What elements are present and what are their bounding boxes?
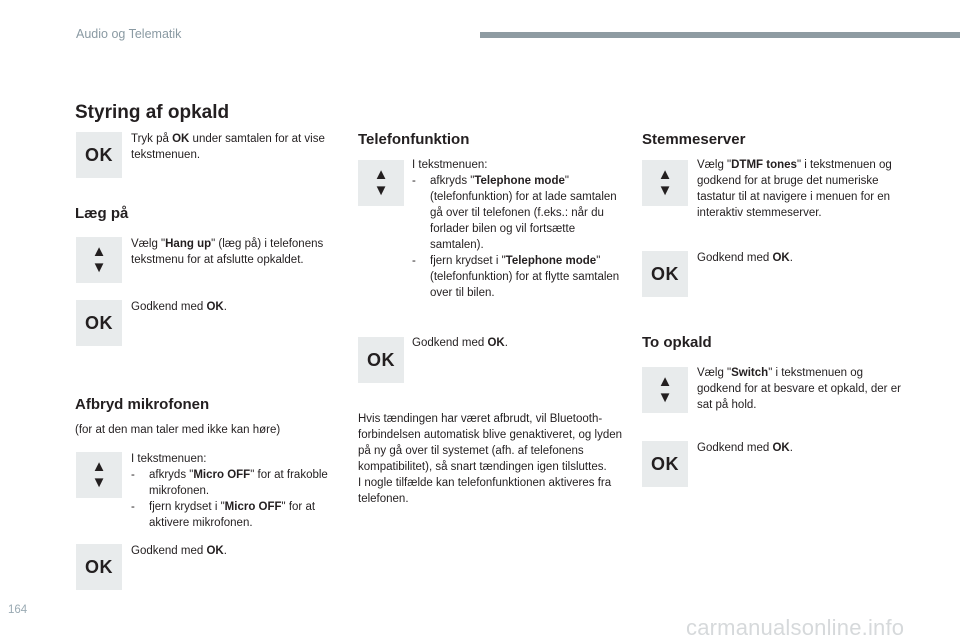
text-bold: Micro OFF [193,469,251,481]
text-part: . [789,442,793,454]
arrow-down-icon: ▼ [373,182,389,199]
ok-key-label: OK [367,349,395,370]
section-heading-mute: Afbryd mikrofonen [75,396,210,413]
arrow-keys-icon [642,160,688,206]
list-dash: - [412,255,416,267]
text-bold: Switch [731,367,769,379]
telephone-mode-instructions [412,157,627,301]
ok-key-icon [76,300,122,346]
text-part: " for at frakoble mikrofonen. [149,469,328,497]
telephone-mode-confirm [412,335,612,351]
ok-key-icon [642,441,688,487]
section-heading-voice-server: Stemmeserver [642,131,746,148]
ok-key-icon [76,132,122,178]
page-title: Styring af opkald [75,102,230,123]
arrow-down-icon: ▼ [657,389,673,406]
text-part: fjern krydset i " [430,255,506,267]
text-part: " (telefonfunktion) for at lade samtalen gå over til telefonen (f.eks.: når du forlader bilen og vil fortsætte samtalen). [430,175,617,251]
intro-text [131,131,331,163]
menu-intro: I tekstmenuen: [412,159,488,171]
ok-key-label: OK [85,556,113,577]
text-part: Vælg " [697,367,732,379]
voice-server-text [697,157,907,221]
text-part: under samtalen for at vise tekstmenuen. [131,133,325,161]
text-bold: Micro OFF [224,501,282,513]
text-bold: OK [487,337,505,349]
reconnect-note [358,411,626,507]
text-part: fjern krydset i " [149,501,225,513]
text-part: . [504,337,508,349]
section-heading-hangup: Læg på [75,205,129,222]
arrow-up-icon: ▲ [657,373,673,390]
arrow-up-icon: ▲ [91,243,107,260]
text-part: afkryds " [149,469,194,481]
text-part: . [223,301,227,313]
page-number: 164 [8,604,28,616]
ok-key-icon [642,251,688,297]
arrow-keys-icon [642,367,688,413]
list-item [412,253,627,301]
text-part: Godkend med [131,545,207,557]
text-bold: Hang up [165,238,212,250]
list-item [131,467,341,499]
hangup-confirm-text [131,299,331,315]
arrow-down-icon: ▼ [657,182,673,199]
ok-key-label: OK [651,263,679,284]
watermark: carmanualsonline.info [686,615,905,640]
ok-key-label: OK [651,453,679,474]
list-dash: - [412,175,416,187]
ok-key-label: OK [85,144,113,165]
section-heading-two-calls: To opkald [642,334,712,351]
arrow-keys-icon [76,237,122,283]
two-calls-confirm [697,440,897,456]
voice-server-confirm [697,250,897,266]
ok-key-icon [358,337,404,383]
text-part: . [223,545,227,557]
list-item [131,499,341,531]
text-part: afkryds " [430,175,475,187]
text-part: " i tekstmenuen og godkend for at besvare et opkald, der er sat på hold. [697,367,901,411]
list-dash: - [131,501,135,513]
mute-confirm-text [131,543,331,559]
text-part: " (læg på) i telefonens tekstmenu for at afslutte opkaldet. [131,238,324,266]
arrow-up-icon: ▲ [657,166,673,183]
text-bold: DTMF tones [731,159,797,171]
header-title: Audio og Telematik [76,27,182,41]
arrow-keys-icon [76,452,122,498]
mute-instructions [131,451,341,531]
list-item [412,173,627,253]
text-part: Vælg " [697,159,732,171]
text-part: Godkend med [697,252,773,264]
list-dash: - [131,469,135,481]
ok-key-icon [76,544,122,590]
text-part: " i tekstmenuen og godkend for at bruge det numeriske tastatur til at navigere i menuen for en interaktiv stemmeserver. [697,159,892,219]
text-bold: OK [206,301,224,313]
arrow-down-icon: ▼ [91,474,107,491]
hangup-text [131,236,341,268]
text-bold: Telephone mode [474,175,565,187]
text-part: Vælg " [131,238,166,250]
text-bold: OK [172,133,190,145]
text-part: " (telefonfunktion) for at flytte samtalen over til bilen. [430,255,620,299]
header-bar [480,32,960,38]
two-calls-text [697,365,907,413]
text-part: " for at aktivere mikrofonen. [149,501,316,529]
arrow-up-icon: ▲ [91,458,107,475]
text-part: Godkend med [131,301,207,313]
text-part: Godkend med [412,337,488,349]
arrow-up-icon: ▲ [373,166,389,183]
text-bold: OK [772,252,790,264]
ok-key-label: OK [85,312,113,333]
text-bold: OK [206,545,224,557]
section-heading-telephone-mode: Telefonfunktion [358,131,470,148]
text-bold: OK [772,442,790,454]
text-part: . [789,252,793,264]
menu-intro: I tekstmenuen: [131,453,207,465]
arrow-down-icon: ▼ [91,259,107,276]
arrow-keys-icon [358,160,404,206]
note-paragraph: Hvis tændingen har været afbrudt, vil Bluetooth-forbindelsen automatisk blive genaktiveret, og lyden på ny gå over til systemet (afh. af telefonens kompatibilitet), så snart tændingen igen tilsluttes. [358,413,623,473]
text-bold: Telephone mode [505,255,597,267]
text-part: Godkend med [697,442,773,454]
mute-note: (for at den man taler med ikke kan høre) [75,424,281,436]
text-part: Tryk på [131,133,173,145]
note-paragraph: I nogle tilfælde kan telefonfunktionen aktiveres fra telefonen. [358,477,612,505]
